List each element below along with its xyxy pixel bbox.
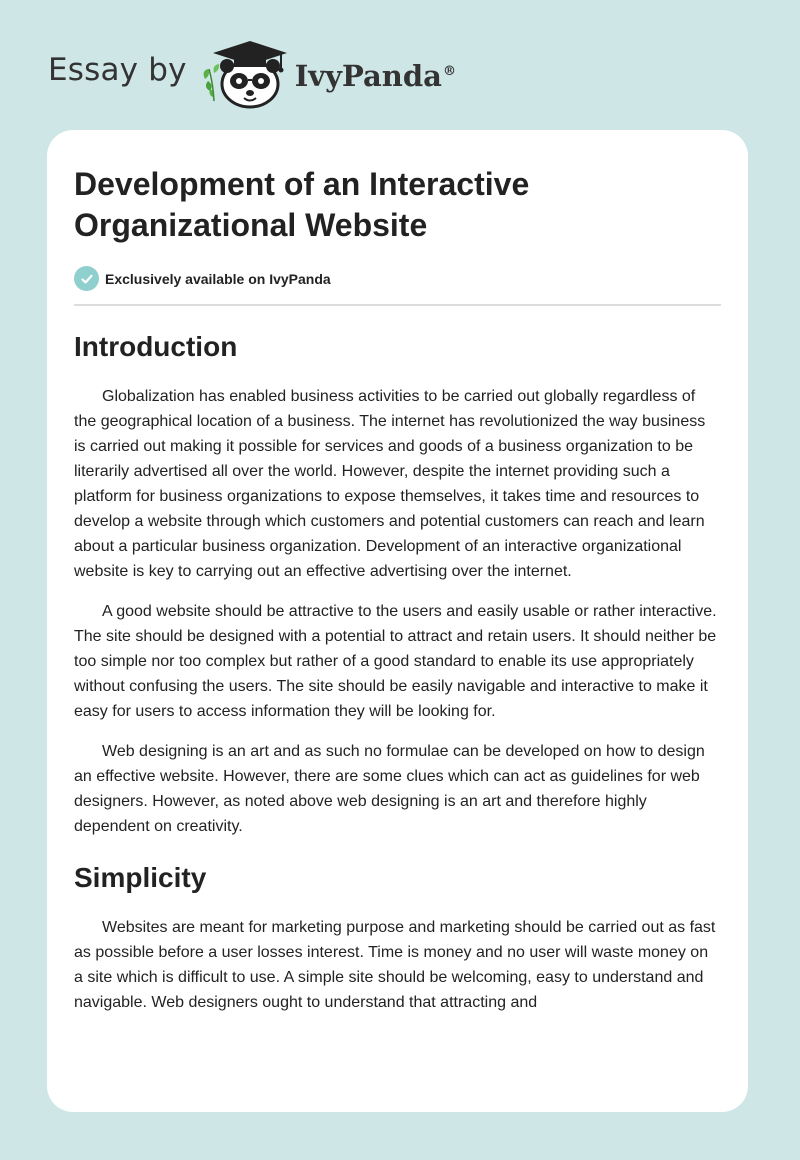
exclusive-badge-text: Exclusively available on IvyPanda	[105, 270, 331, 287]
divider	[74, 304, 721, 306]
brand-header	[48, 34, 456, 114]
paragraph: A good website should be attractive to the users and easily usable or rather interactive. The site should be designed with a potential to attract and retain users. It should neither be too simple nor too complex but rather of a good standard to enable its use appropriately without confusing the users. The site should be easily navigable and interactive to make it easy for users to access information they will be looking for.	[74, 603, 717, 720]
section-simplicity	[74, 861, 721, 1015]
essay-card	[47, 130, 748, 1112]
brand-prefix: Essay by	[48, 52, 187, 88]
essay-title: Development of an Interactive Organizational Website	[74, 166, 530, 243]
paragraph: Globalization has enabled business activities to be carried out globally regardless of the geographical location of a business. The internet has revolutionized the way business is carried out making it possible for services and goods of a business organization to be literarily advertised all over the world. However, despite the internet providing such a platform for business organizations to expose themselves, it takes time and resources to develop a website through which customers and potential customers can reach and learn about a particular business organization. Development of an interactive organizational website is key to carrying out an effective advertising over the internet.	[74, 388, 706, 580]
exclusive-badge	[74, 266, 721, 291]
registered-mark: ®	[442, 64, 456, 80]
paragraph: Websites are meant for marketing purpose and marketing should be carried out as fast as possible before a user losses interest. Time is money and no user will waste money on a site which is difficult to use. A simple site should be welcoming, easy to understand and navigable. Web designers ought to understand that attracting and	[74, 919, 716, 1011]
panda-logo-icon[interactable]	[201, 35, 293, 109]
brand-name: IvyPanda®	[294, 59, 456, 93]
section-heading: Introduction	[74, 331, 238, 362]
section-heading: Simplicity	[74, 862, 207, 893]
section-introduction	[74, 330, 721, 839]
paragraph: Web designing is an art and as such no formulae can be developed on how to design an effective website. However, there are some clues which can act as guidelines for web designers. However, as noted above web designing is an art and therefore highly dependent on creativity.	[74, 743, 705, 835]
check-circle-icon	[74, 266, 99, 291]
